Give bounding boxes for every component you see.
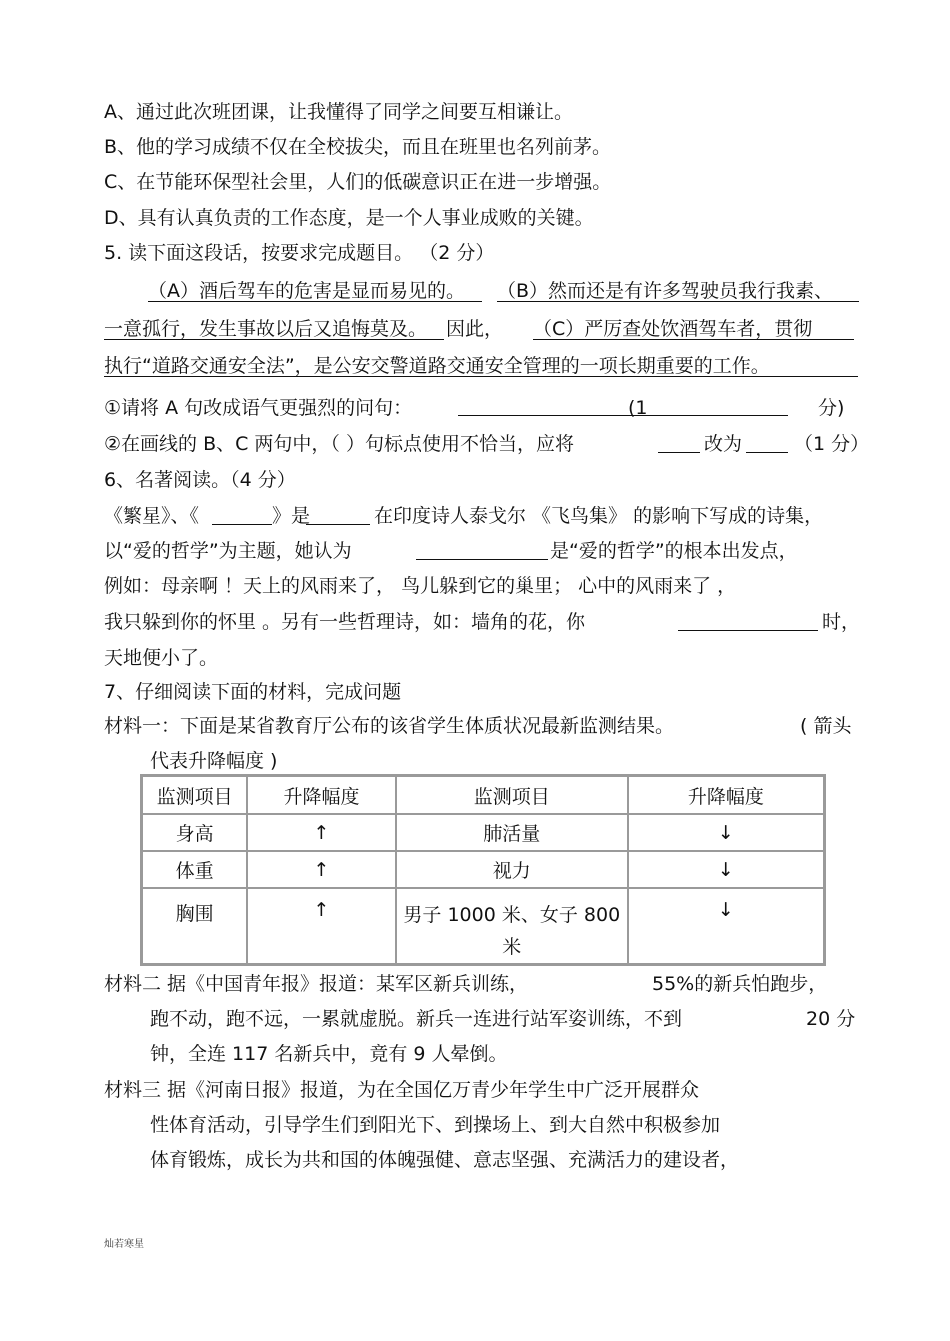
table-cell-line: 米	[502, 936, 522, 958]
q5-underline-a	[148, 301, 482, 302]
q7-material1-note: ( 箭头	[800, 715, 852, 737]
q6-line1-c: 在印度诗人泰戈尔 《飞鸟集》 的影响下写成的诗集，	[374, 505, 824, 527]
q7-material3-line2: 性体育活动，引导学生们到阳光下、到操场上、到大自然中积极参加	[150, 1114, 721, 1136]
q7-material1: 材料一：下面是某省教育厅公布的该省学生体质状况最新监测结果。	[104, 715, 675, 737]
up-arrow-icon: ↑	[247, 851, 396, 888]
q5-sentence-c-cont: 执行“道路交通安全法”，是公安交警道路交通安全管理的一项长期重要的工作。	[104, 355, 770, 377]
q7-material2-line3: 钟，全连 117 名新兵中，竟有 9 人晕倒。	[150, 1043, 508, 1065]
table-header: 监测项目	[396, 776, 628, 814]
table-row	[142, 814, 824, 851]
q5-sentence-b: （B）然而还是有许多驾驶员我行我素、	[497, 280, 834, 302]
table-row	[142, 888, 824, 964]
q5-sub1-answer-blank	[458, 415, 788, 416]
q6-line4-b: 时，	[822, 611, 861, 633]
q5-underline-b2	[104, 339, 444, 340]
q5-title: 5. 读下面这段话，按要求完成题目。 （2 分）	[104, 242, 495, 264]
page-footer: 灿若寒星	[104, 1239, 144, 1250]
table-cell: 身高	[142, 814, 247, 851]
q6-blank-book	[212, 524, 272, 525]
down-arrow-icon: ↓	[628, 851, 824, 888]
q7-material2: 材料二 据《中国青年报》报道：某军区新兵训练，	[104, 973, 529, 995]
q5-connector: 因此，	[446, 318, 504, 340]
q7-title: 7、仔细阅读下面的材料，完成问题	[104, 681, 402, 703]
q6-line1-b: 》是	[272, 505, 311, 527]
q7-material2-duration: 20 分	[806, 1008, 856, 1030]
q5-sentence-a: （A）酒后驾车的危害是显而易见的。	[148, 280, 465, 302]
q6-line5: 天地便小了。	[104, 647, 219, 669]
q7-material3: 材料三 据《河南日报》报道，为在全国亿万青少年学生中广泛开展群众	[104, 1079, 700, 1101]
table-header-row	[142, 776, 824, 814]
q5-sentence-b-cont: 一意孤行，发生事故以后又追悔莫及。	[104, 318, 428, 340]
q7-material3-line3: 体育锻炼，成长为共和国的体魄强健、意志坚强、充满活力的建设者，	[150, 1149, 740, 1171]
q6-line2-a: 以“爱的哲学”为主题，她认为	[104, 540, 352, 562]
table-header: 升降幅度	[628, 776, 824, 814]
q6-line1-a: 《繁星》、《	[104, 505, 200, 527]
q5-sub1-label: ①请将 A 句改成语气更强烈的问句：	[104, 397, 413, 419]
q6-blank-poem	[678, 630, 818, 631]
q6-line2-b: 是“爱的哲学”的根本出发点，	[550, 540, 798, 562]
q6-line3: 例如：母亲啊 ！天上的风雨来了， 鸟儿躲到它的巢里； 心中的风雨来了 ，	[104, 575, 737, 597]
q7-material2-line2: 跑不动，跑不远，一累就虚脱。新兵一连进行站军姿训练，不到	[150, 1008, 683, 1030]
table-header: 监测项目	[142, 776, 247, 814]
up-arrow-icon: ↑	[247, 888, 396, 964]
table-cell	[396, 888, 628, 964]
down-arrow-icon: ↓	[628, 814, 824, 851]
q5-underline-b1	[497, 301, 859, 302]
q5-sub2-score: （1 分）	[794, 433, 870, 455]
q6-blank-core	[416, 559, 548, 560]
down-arrow-icon: ↓	[628, 888, 824, 964]
q5-sub2-blank-to	[746, 452, 788, 453]
q5-sentence-c: （C）严厉查处饮酒驾车者，贯彻	[533, 318, 813, 340]
up-arrow-icon: ↑	[247, 814, 396, 851]
q7-material1-note-cont: 代表升降幅度 )	[150, 750, 278, 772]
table-cell: 体重	[142, 851, 247, 888]
q6-title: 6、名著阅读。（4 分）	[104, 469, 296, 491]
q6-blank-author	[306, 524, 370, 525]
q5-sub2-label: ②在画线的 B、C 两句中，（ ）句标点使用不恰当，应将	[104, 433, 574, 455]
table-row	[142, 851, 824, 888]
table-cell-line: 男子 1000 米、女子 800	[403, 904, 621, 926]
q4-option-a: A、通过此次班团课，让我懂得了同学之间要互相谦让。	[104, 101, 573, 123]
q4-option-d: D、具有认真负责的工作态度，是一个人事业成败的关键。	[104, 207, 594, 229]
table-header: 升降幅度	[247, 776, 396, 814]
table-cell: 视力	[396, 851, 628, 888]
q7-material2-stat: 55%的新兵怕跑步，	[652, 973, 828, 995]
q5-underline-c2	[104, 376, 858, 377]
q5-underline-c1	[533, 339, 854, 340]
q5-sub2-mid: 改为	[704, 433, 743, 455]
q4-option-b: B、他的学习成绩不仅在全校拔尖，而且在班里也名列前茅。	[104, 136, 612, 158]
table-cell: 肺活量	[396, 814, 628, 851]
q4-option-c: C、在节能环保型社会里，人们的低碳意识正在进一步增强。	[104, 171, 612, 193]
q6-line4-a: 我只躲到你的怀里 。另有一些哲理诗，如：墙角的花，你	[104, 611, 586, 633]
q5-sub1-score-open: (1	[628, 397, 648, 419]
table-cell: 胸围	[142, 888, 247, 964]
fitness-table	[140, 774, 826, 966]
q5-sub2-blank-from	[658, 452, 700, 453]
q5-sub1-score-close: 分)	[818, 397, 845, 419]
